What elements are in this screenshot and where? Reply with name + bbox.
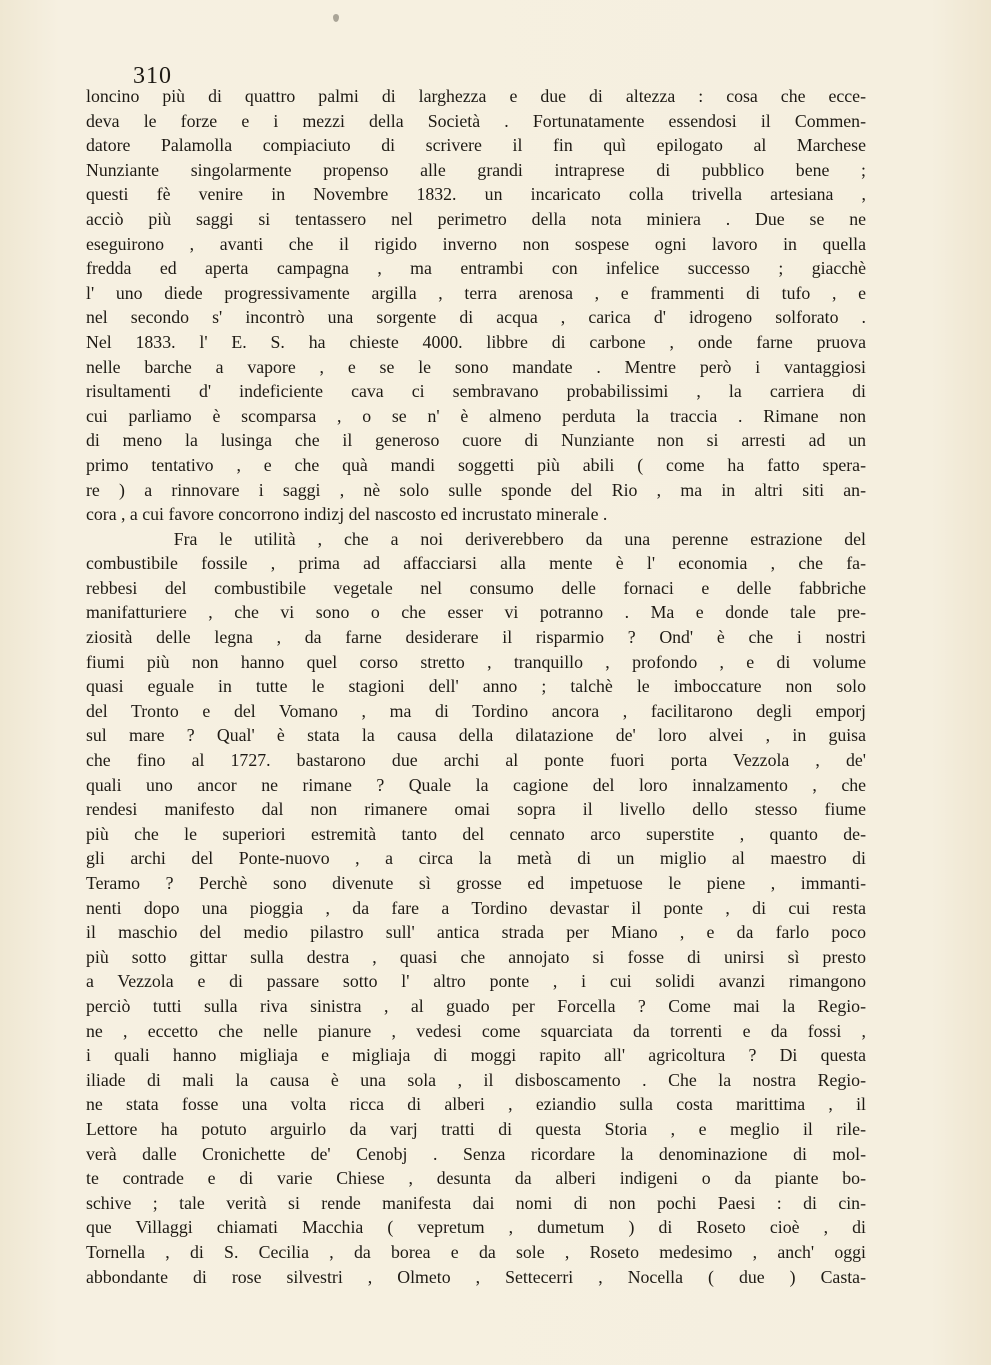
text-line: datore Palamolla compiaciuto di scrivere il fin quì epilogato al Marchese xyxy=(86,135,866,156)
text-line: re ) a rinnovare i saggi , nè solo sulle sponde del Rio , ma in altri siti an- xyxy=(86,479,866,500)
text-line: più che le superiori estremità tanto del cennato arco superstite , quanto de- xyxy=(86,823,866,844)
text-line: eseguirono , avanti che il rigido inverno non sospese ogni lavoro in quella xyxy=(86,233,866,254)
text-line: Lettore ha potuto arguirlo da varj tratti di questa Storia , e meglio il rile- xyxy=(86,1118,866,1139)
text-line: nelle barche a vapore , e se le sono mandate . Mentre però i vantaggiosi xyxy=(86,356,866,377)
text-line: primo tentativo , e che quà mandi soggetti più abili ( come ha fatto spera- xyxy=(86,454,866,475)
text-line: Tornella , di S. Cecilia , da borea e da sole , Roseto medesimo , anch' oggi xyxy=(86,1241,866,1262)
text-line: nenti dopo una pioggia , da fare a Tordino devastar il ponte , di cui resta xyxy=(86,897,866,918)
text-line: l' uno diede progressivamente argilla , terra arenosa , e frammenti di tufo , e xyxy=(86,282,866,303)
text-line: quasi eguale in tutte le stagioni dell' anno ; talchè le imboccature non solo xyxy=(86,676,866,697)
body-text xyxy=(86,84,866,1289)
text-line: Nunziante singolarmente propenso alle grandi intraprese di pubblico bene ; xyxy=(86,159,866,180)
text-line: quali uno ancor ne rimane ? Quale la cagione del loro innalzamento , che xyxy=(86,774,866,795)
text-line: i quali hanno migliaja e migliaja di moggi rapito all' agricoltura ? Di questa xyxy=(86,1045,866,1066)
text-line: ne , eccetto che nelle pianure , vedesi come squarciata da torrenti e da fossi , xyxy=(86,1020,866,1041)
text-line: Teramo ? Perchè sono divenute sì grosse ed impetuose le piene , immanti- xyxy=(86,873,866,893)
text-line: ne stata fosse una volta ricca di alberi , eziandio sulla costa marittima , il xyxy=(86,1094,866,1115)
text-line: gli archi del Ponte-nuovo , a circa la metà di un miglio al maestro di xyxy=(86,848,866,869)
text-line: risultamenti d' indeficiente cava ci sembravano probabilissimi , la carriera di xyxy=(86,381,866,402)
text-line: del Tronto e del Vomano , ma di Tordino ancora , facilitarono degli emporj xyxy=(86,700,866,721)
text-line: rendesi manifesto dal non rimanere omai sopra il livello dello stesso fiume xyxy=(86,799,866,820)
text-line: rebbesi del combustibile vegetale nel consumo delle fornaci e delle fabbriche xyxy=(86,577,866,598)
text-line: schive ; tale verità si rende manifesta dai nomi di non pochi Paesi : di cin- xyxy=(86,1192,866,1213)
text-line: loncino più di quattro palmi di larghezza e due di altezza : cosa che ecce- xyxy=(86,86,866,106)
text-line: combustibile fossile , prima ad affacciarsi alla mente è l' economia , che fa- xyxy=(86,553,866,574)
text-line: più sotto gittar sulla destra , quasi che annojato si fosse di unirsi sì presto xyxy=(86,946,866,967)
text-line: sul mare ? Qual' è stata la causa della dilatazione de' loro alvei , in guisa xyxy=(86,725,866,746)
text-line: che fino al 1727. bastarono due archi al ponte fuori porta Vezzola , de' xyxy=(86,750,866,771)
text-line: questi fè venire in Novembre 1832. un incaricato colla trivella artesiana , xyxy=(86,184,866,205)
text-line: nel secondo s' incontrò una sorgente di acqua , carica d' idrogeno solforato . xyxy=(86,307,866,328)
text-line: fiumi più non hanno quel corso stretto , tranquillo , profondo , e di volume xyxy=(86,651,866,672)
text-line: fredda ed aperta campagna , ma entrambi con infelice successo ; giacchè xyxy=(86,258,866,279)
text-line: perciò tutti sulla riva sinistra , al guado per Forcella ? Come mai la Regio- xyxy=(86,995,866,1016)
text-line: a Vezzola e di passare sotto l' altro ponte , i cui solidi avanzi rimangono xyxy=(86,971,866,992)
text-line: abbondante di rose silvestri , Olmeto , Settecerri , Nocella ( due ) Casta- xyxy=(86,1266,866,1287)
ink-speck xyxy=(333,14,339,22)
text-line: ziosità delle legna , da farne desiderare il risparmio ? Ond' è che i nostri xyxy=(86,627,866,648)
text-line: manifatturiere , che vi sono o che esser vi potranno . Ma e donde tale pre- xyxy=(86,602,866,623)
text-line: deva le forze e i mezzi della Società . Fortunatamente essendosi il Commen- xyxy=(86,110,866,131)
text-line: iliade di mali la causa è una sola , il disboscamento . Che la nostra Regio- xyxy=(86,1069,866,1090)
text-line: di meno la lusinga che il generoso cuore di Nunziante non si arresti ad un xyxy=(86,430,866,451)
text-line: verà dalle Cronichette de' Cenobj . Senza ricordare la denominazione di mol- xyxy=(86,1143,866,1164)
text-line: te contrade e di varie Chiese , desunta da alberi indigeni o da piante bo- xyxy=(86,1168,866,1189)
text-line: Nel 1833. l' E. S. ha chieste 4000. libbre di carbone , onde farne pruova xyxy=(86,331,866,352)
text-line: cora , a cui favore concorrono indizj del nascosto ed incrustato minerale . xyxy=(86,504,608,525)
text-line: il maschio del medio pilastro sull' antica strada per Miano , e da farlo poco xyxy=(86,922,866,943)
page-number: 310 xyxy=(133,63,172,89)
text-line: Fra le utilità , che a noi deriverebbero da una perenne estrazione del xyxy=(86,528,866,549)
text-line: acciò più saggi si tentassero nel perimetro della nota miniera . Due se ne xyxy=(86,208,866,229)
text-line: cui parliamo è scomparsa , o se n' è almeno perduta la traccia . Rimane non xyxy=(86,405,866,426)
text-line: que Villaggi chiamati Macchia ( vepretum , dumetum ) di Roseto cioè , di xyxy=(86,1217,866,1238)
